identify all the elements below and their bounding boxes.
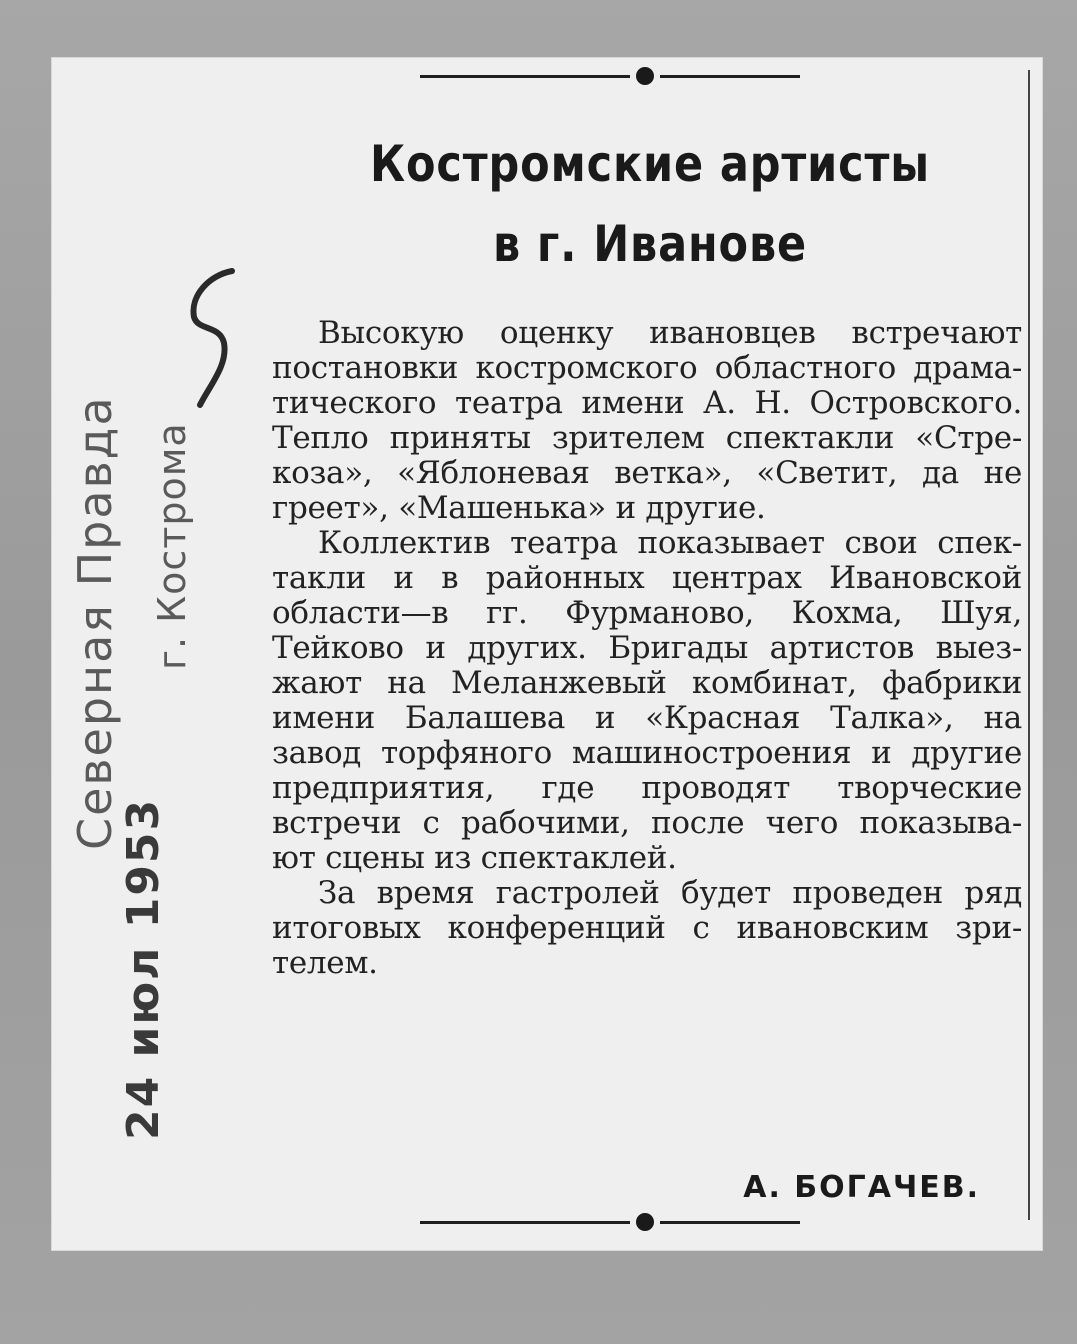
top-ornament (420, 66, 800, 86)
text-line: Коллектив театра показывает свои спек- (318, 525, 1022, 561)
text-line: коза», «Яблоневая ветка», «Светит, да не (272, 455, 1022, 491)
article-author: А. БОГАЧЕВ. (743, 1170, 980, 1205)
text-line: предприятия, где проводят творческие (272, 770, 1022, 806)
paragraph-3 (272, 876, 1022, 981)
handwritten-mark (180, 265, 250, 425)
ornament-line-right (660, 75, 800, 78)
paragraph-2 (272, 526, 1022, 876)
article-body (272, 316, 1022, 981)
text-line: греет», «Машенька» и другие. (272, 490, 766, 526)
ornament-line-left (420, 1221, 630, 1224)
text-line: телем. (272, 945, 378, 981)
ornament-line-right (660, 1221, 800, 1224)
text-line: имени Балашева и «Красная Талка», на (272, 700, 1022, 736)
stamp-city: г. Кострома (150, 422, 194, 670)
text-line: тического театра имени А. Н. Островского. (272, 385, 1022, 421)
stamp-newspaper-name: Северная Правда (68, 395, 122, 850)
text-line: жают на Меланжевый комбинат, фабрики (272, 665, 1022, 701)
text-line: встречи с рабочими, после чего показыва- (272, 805, 1022, 841)
text-line: Тейково и других. Бригады артистов выез- (272, 630, 1022, 666)
text-line: Высокую оценку ивановцев встречают (318, 315, 1022, 351)
ornament-dot (636, 1213, 654, 1231)
text-line: постановки костромского областного драма- (272, 350, 1022, 386)
column-rule (1028, 70, 1030, 1220)
article-title-line-1: Костромские артисты (370, 135, 930, 193)
text-line: такли и в районных центрах Ивановской (272, 560, 1022, 596)
article-title-line-2: в г. Иванове (492, 215, 808, 273)
text-line: завод торфяного машиностроения и другие (272, 735, 1022, 771)
stamp-date: 24 июл 1953 (118, 797, 169, 1140)
paragraph-1 (272, 316, 1022, 526)
text-line: области—в гг. Фурманово, Кохма, Шуя, (272, 595, 1022, 631)
ornament-line-left (420, 75, 630, 78)
text-line: итоговых конференций с ивановским зри- (272, 910, 1022, 946)
text-line: За время гастролей будет проведен ряд (318, 875, 1022, 911)
bottom-ornament (420, 1212, 800, 1232)
text-line: ют сцены из спектаклей. (272, 840, 677, 876)
ornament-dot (636, 67, 654, 85)
text-line: Тепло приняты зрителем спектакли «Стре- (272, 420, 1022, 456)
